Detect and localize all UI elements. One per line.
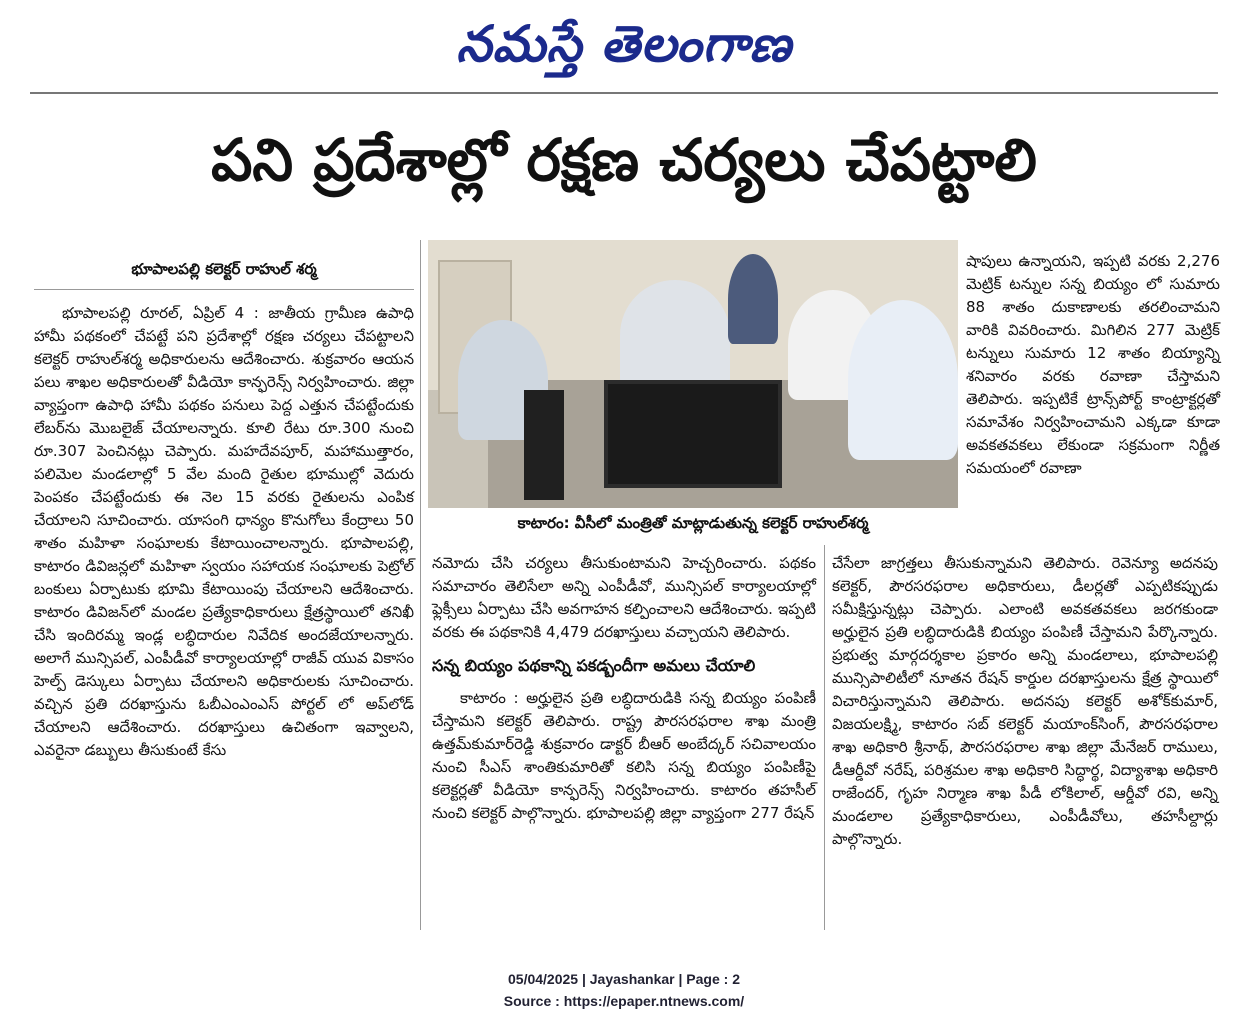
column-divider	[824, 545, 825, 930]
footer-source: Source : https://epaper.ntnews.com/	[503, 993, 745, 1009]
article-body-col1: భూపాలపల్లి రూరల్, ఏప్రిల్ 4 : జాతీయ గ్రామీణ ఉపాధి హామీ పథకంలో చేపట్టే పని ప్రదేశాల్లో రక్షణ చర్యలు చేపట్టాలని కలెక్టర్ రాహుల్‌శర్మ అధికారులను ఆదేశించారు. శుక్రవారం ఆయన పలు శాఖల అధికారులతో వీడియో కాన్ఫరెన్స్ నిర్వహించారు. జిల్లా వ్యాప్తంగా ఉపాధి హామీ పథకం పనులు పెద్ద ఎత్తున చేపట్టేందుకు లేబర్‌ను మొబలైజ్ చేయాలన్నారు. కూలి రేటు రూ.300 నుంచి రూ.307 పెంచినట్లు చెప్పారు. మహదేవపూర్, మహాముత్తారం, పలిమెల మండలాల్లో 5 వేల మంది రైతుల భూముల్లో వెదురు పెంపకం చేపట్టేందుకు ఈ నెల 15 వరకు రైతులను ఎంపిక చేయాలని సూచించారు. యాసంగి ధాన్యం కొనుగోలు కేంద్రాలు 50 శాతం మహిళా సంఘాలకు కేటాయించాలన్నారు. భూపాలపల్లి, కాటారం డివిజన్లలో మహిళా స్వయం సహాయక సంఘాలకు పెట్రోల్ బంకులు ఏర్పాటుకు భూమి కేటాయింపు చేయాలని ఆదేశించారు. కాటారం డివిజన్‌లో మండల ప్రత్యేకాధికారులు క్షేత్రస్థాయిలో తనిఖీ చేసి ఇందిరమ్మ ఇండ్ల లబ్ధిదారుల నివేదిక అందజేయాలన్నారు. అలాగే మున్సిపల్, ఎంపీడీవో కార్యాలయాల్లో రాజీవ్ యువ వికాసం హెల్ప్ డెస్కులు ఏర్పాటు చేయాలని అధికారులకు సూచించారు. వచ్చిన ప్రతి దరఖాస్తును ఓబీఎంఎంఎస్ పోర్టల్ లో అప్‌లోడ్ చేయాలని ఆదేశించారు. దరఖాస్తులు ఉచితంగా ఇవ్వాలని, ఎవరైనా డబ్బులు తీసుకుంటే కేసు	[34, 304, 414, 759]
article-byline: భూపాలపల్లి కలెక్టర్ రాహుల్ శర్మ	[34, 258, 414, 290]
article-body-col3-bottom: చేసేలా జాగ్రత్తలు తీసుకున్నామని తెలిపారు. రెవెన్యూ అదనపు కలెక్టర్, పౌరసరఫరాల అధికారులు, డీలర్లతో ఎప్పటికప్పుడు సమీక్షిస్తున్నట్లు చెప్పారు. ఎలాంటి అవకతవకలు జరగకుండా అర్హులైన ప్రతి లబ్ధిదారుడికి బియ్యం పంపిణీ చేస్తామని పేర్కొన్నారు. ప్రభుత్వ మార్గదర్శకాల ప్రకారం అన్ని మండలాలు, భూపాలపల్లి మున్సిపాలిటీలో నూతన రేషన్ కార్డుల దరఖాస్తులను క్షేత్ర స్థాయిలో విచారిస్తున్నామని తెలిపారు. అదనపు కలెక్టర్ అశోక్‌కుమార్, విజయలక్ష్మి, కాటారం సబ్ కలెక్టర్ మయాంక్‌సింగ్, పౌరసరఫరాల శాఖ అధికారి శ్రీనాథ్, పౌరసరఫరాల శాఖ జిల్లా మేనేజర్ రాములు, డీఆర్డీవో నరేష్, పరిశ్రమల శాఖ అధికారి సిద్ధార్థ, విద్యాశాఖ అధికారి రాజేందర్, గృహ నిర్మాణ శాఖ పీడీ లోకిలాల్, ఆర్డీవో రవి, అన్ని మండలాల ప్రత్యేకాధికారులు, ఎంపీడీవోలు, తహసీల్దార్లు పాల్గొన్నారు.	[832, 554, 1218, 848]
article-body-col3-top: షాపులు ఉన్నాయని, ఇప్పటి వరకు 2,276 మెట్రిక్ టన్నుల సన్న బియ్యం లో సుమారు 88 శాతం దుకాణాలకు తరలించామని వారికి వివరించారు. మిగిలిన 277 మెట్రిక్ టన్నులు సుమారు 12 శాతం బియ్యాన్ని శనివారం వరకు రవాణా చేస్తామని తెలిపారు. ఇప్పటికే ట్రాన్స్‌పోర్ట్ కాంట్రాక్టర్లతో సమావేశం నిర్వహించామని ఎక్కడా కూడా అవకతవకలు లేకుండా సక్రమంగా నిర్ణీత సమయంలో రవాణా	[966, 252, 1220, 477]
photo-monitor	[604, 380, 782, 488]
photo-caption: కాటారం: వీసీలో మంత్రితో మాట్లాడుతున్న కలెక్టర్ రాహుల్‌శర్మ	[517, 514, 869, 532]
masthead-divider	[30, 92, 1218, 94]
article-column-3-bottom	[832, 552, 1218, 851]
footer-date-edition: 05/04/2025 | Jayashankar | Page : 2	[508, 971, 740, 987]
article-body-col2-top: నమోదు చేసి చర్యలు తీసుకుంటామని హెచ్చరించారు. పథకం సమాచారం తెలిసేలా అన్ని ఎంపీడీవో, మున్సిపల్ కార్యాలయాల్లో ఫ్లెక్సీలు ఏర్పాటు చేసి అవగాహన కల్పించాలని ఆదేశించారు. ఇప్పటి వరకు ఈ పథకానికి 4,479 దరఖాస్తులు వచ్చాయని తెలిపారు.	[432, 554, 816, 641]
article-column-1	[34, 258, 414, 762]
column-divider	[420, 240, 421, 930]
article-body-col2-bottom: కాటారం : అర్హులైన ప్రతి లబ్ధిదారుడికి సన్న బియ్యం పంపిణీ చేస్తామని కలెక్టర్ తెలిపారు. రాష్ట్ర పౌరసరఫరాల శాఖ మంత్రి ఉత్తమ్‌కుమార్‌రెడ్డి శుక్రవారం డాక్టర్ బీఆర్ అంబేద్కర్ సచివాలయం నుంచి సీఎస్ శాంతికుమారితో కలిసి సన్న బియ్యం పంపిణీపై కలెక్టర్లతో వీడియో కాన్ఫరెన్స్ నిర్వహించారు. కాటారం తహసీల్ నుంచి కలెక్టర్ పాల్గొన్నారు. భూపాలపల్లి జిల్లా వ్యాప్తంగా 277 రేషన్	[432, 689, 816, 822]
photo-person-collector	[620, 280, 730, 390]
newspaper-masthead: నమస్తే తెలంగాణ	[456, 14, 792, 73]
photo-person-front	[848, 300, 958, 460]
article-column-2	[432, 552, 816, 825]
article-headline: పని ప్రదేశాల్లో రక్షణ చర్యలు చేపట్టాలి	[211, 126, 1037, 194]
article-column-3-top	[966, 250, 1220, 480]
photo-person-standing	[728, 254, 778, 344]
photo-computer-tower	[524, 390, 564, 500]
article-photo	[428, 240, 958, 508]
page-footer	[0, 968, 1248, 1012]
article-subheading: సన్న బియ్యం పథకాన్ని పకడ్బందీగా అమలు చేయాలి	[432, 656, 756, 675]
